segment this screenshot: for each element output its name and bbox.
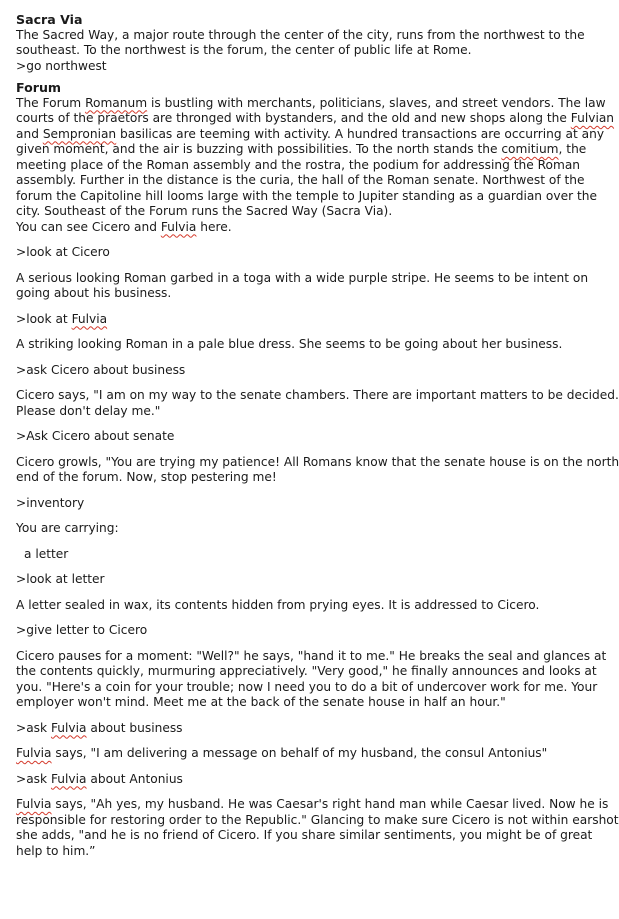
command-line <box>16 721 585 737</box>
text-line: employer won't mind. Meet me at the back of the senate house in half an hour." <box>16 695 506 709</box>
text-line: >give letter to Cicero <box>16 623 148 637</box>
text-line: the contents quickly, murmuring appreciatively. "Very good," he finally announces and looks at <box>16 664 597 678</box>
text-line: Cicero says, "I am on my way to the senate chambers. There are important matters to be decided. <box>16 388 619 402</box>
text-line: and Sempronian basilicas are teeming with activity. A hundred transactions are occurring at any <box>16 126 605 141</box>
text-line: Cicero pauses for a moment: "Well?" he says, "hand it to me." He breaks the seal and glances at <box>16 648 607 663</box>
command-line <box>16 245 585 261</box>
paragraph <box>16 797 619 859</box>
text-line: >ask Cicero about business <box>16 362 186 377</box>
paragraph <box>16 388 619 419</box>
text-line: given moment, and the air is buzzing with possibilities. To the north stands the comitium, the <box>16 142 587 156</box>
text-line: Cicero growls, "You are trying my patience! All Romans know that the senate house is on the north <box>16 454 619 469</box>
command-line <box>16 496 585 512</box>
paragraph <box>16 598 585 614</box>
text-line: Forum <box>16 80 62 95</box>
misspelled-word: Sempronian <box>42 126 117 141</box>
command-line <box>16 312 585 328</box>
text-line: courts of the praetors are thronged with bystanders, and the old and new shops along the Fulvian <box>16 111 615 125</box>
text-line: she adds, "and he is no friend of Cicero. If you share similar sentiments, you might be of great <box>16 828 593 842</box>
command-line <box>16 572 585 588</box>
text-line: Sacra Via <box>16 12 83 27</box>
text-line: Please don't delay me." <box>16 403 161 418</box>
paragraph <box>16 454 619 486</box>
command-line <box>16 59 585 75</box>
command-line <box>16 363 585 379</box>
misspelled-word: Fulvia <box>50 720 87 735</box>
misspelled-word: Fulvia <box>16 797 52 811</box>
paragraph <box>16 521 585 537</box>
section-heading <box>16 80 585 96</box>
text-line: going about his business. <box>16 286 172 300</box>
command-line <box>16 772 585 788</box>
text-line: responsible for restoring order to the Republic." Glancing to make sure Cicero is not within earshot <box>16 812 619 827</box>
text-line: >look at Fulvia <box>16 311 108 326</box>
section-heading <box>16 12 585 28</box>
misspelled-word: Fulvia <box>71 311 108 326</box>
paragraph <box>16 648 607 711</box>
text-line: >inventory <box>16 495 85 510</box>
text-line: you. "Here's a coin for your trouble; now I need you to do a bit of undercover work for me. Your <box>16 679 598 694</box>
text-line: A letter sealed in wax, its contents hidden from prying eyes. It is addressed to Cicero. <box>16 597 540 612</box>
text-line: assembly. Further in the distance is the curia, the hall of the Roman senate. Northwest of the <box>16 173 585 187</box>
paragraph <box>16 337 585 353</box>
misspelled-word: Fulvia <box>160 219 197 234</box>
paragraph <box>16 270 589 302</box>
text-line: >ask Fulvia about Antonius <box>16 771 183 786</box>
text-line: meeting place of the Roman assembly and the rostra, the podium for addressing the Roman <box>16 157 581 172</box>
text-line: The Sacred Way, a major route through the center of the city, runs from the northwest to the <box>16 27 585 42</box>
text-line: a letter <box>24 546 69 561</box>
text-line: >look at Cicero <box>16 245 110 259</box>
misspelled-word: Fulvian <box>570 111 615 125</box>
paragraph <box>16 95 615 236</box>
misspelled-word: Fulvia <box>16 746 52 760</box>
text-line: >look at letter <box>16 572 105 586</box>
text-line: You are carrying: <box>16 521 119 535</box>
text-line: The Forum Romanum is bustling with merchants, politicians, slaves, and street vendors. The law <box>16 95 606 110</box>
misspelled-word: Romanum <box>85 95 148 110</box>
text-line: southeast. To the northwest is the forum, the center of public life at Rome. <box>16 43 472 57</box>
text-line: You can see Cicero and Fulvia here. <box>16 219 232 234</box>
command-line <box>16 429 585 445</box>
text-line: >ask Fulvia about business <box>16 720 183 735</box>
text-line: end of the forum. Now, stop pestering me! <box>16 470 277 484</box>
paragraph <box>16 28 585 59</box>
text-line: help to him.” <box>16 843 96 858</box>
text-line: Fulvia says, "Ah yes, my husband. He was Caesar's right hand man while Caesar lived. Now he is <box>16 797 609 811</box>
text-line: A serious looking Roman garbed in a toga with a wide purple stripe. He seems to be intent on <box>16 270 589 285</box>
paragraph <box>16 746 585 762</box>
text-line: A striking looking Roman in a pale blue dress. She seems to be going about her business. <box>16 337 563 351</box>
text-line: Fulvia says, "I am delivering a message on behalf of my husband, the consul Antonius" <box>16 746 548 760</box>
command-line <box>16 623 585 639</box>
text-line: >go northwest <box>16 58 107 73</box>
text-line: city. Southeast of the Forum runs the Sacred Way (Sacra Via). <box>16 204 393 218</box>
inventory-item <box>16 547 585 563</box>
misspelled-word: comitium <box>501 142 559 156</box>
text-line: forum the Capitoline hill looms large with the temple to Jupiter standing as a guardian over the <box>16 188 597 203</box>
misspelled-word: Fulvia <box>50 771 87 786</box>
text-line: >Ask Cicero about senate <box>16 429 175 443</box>
